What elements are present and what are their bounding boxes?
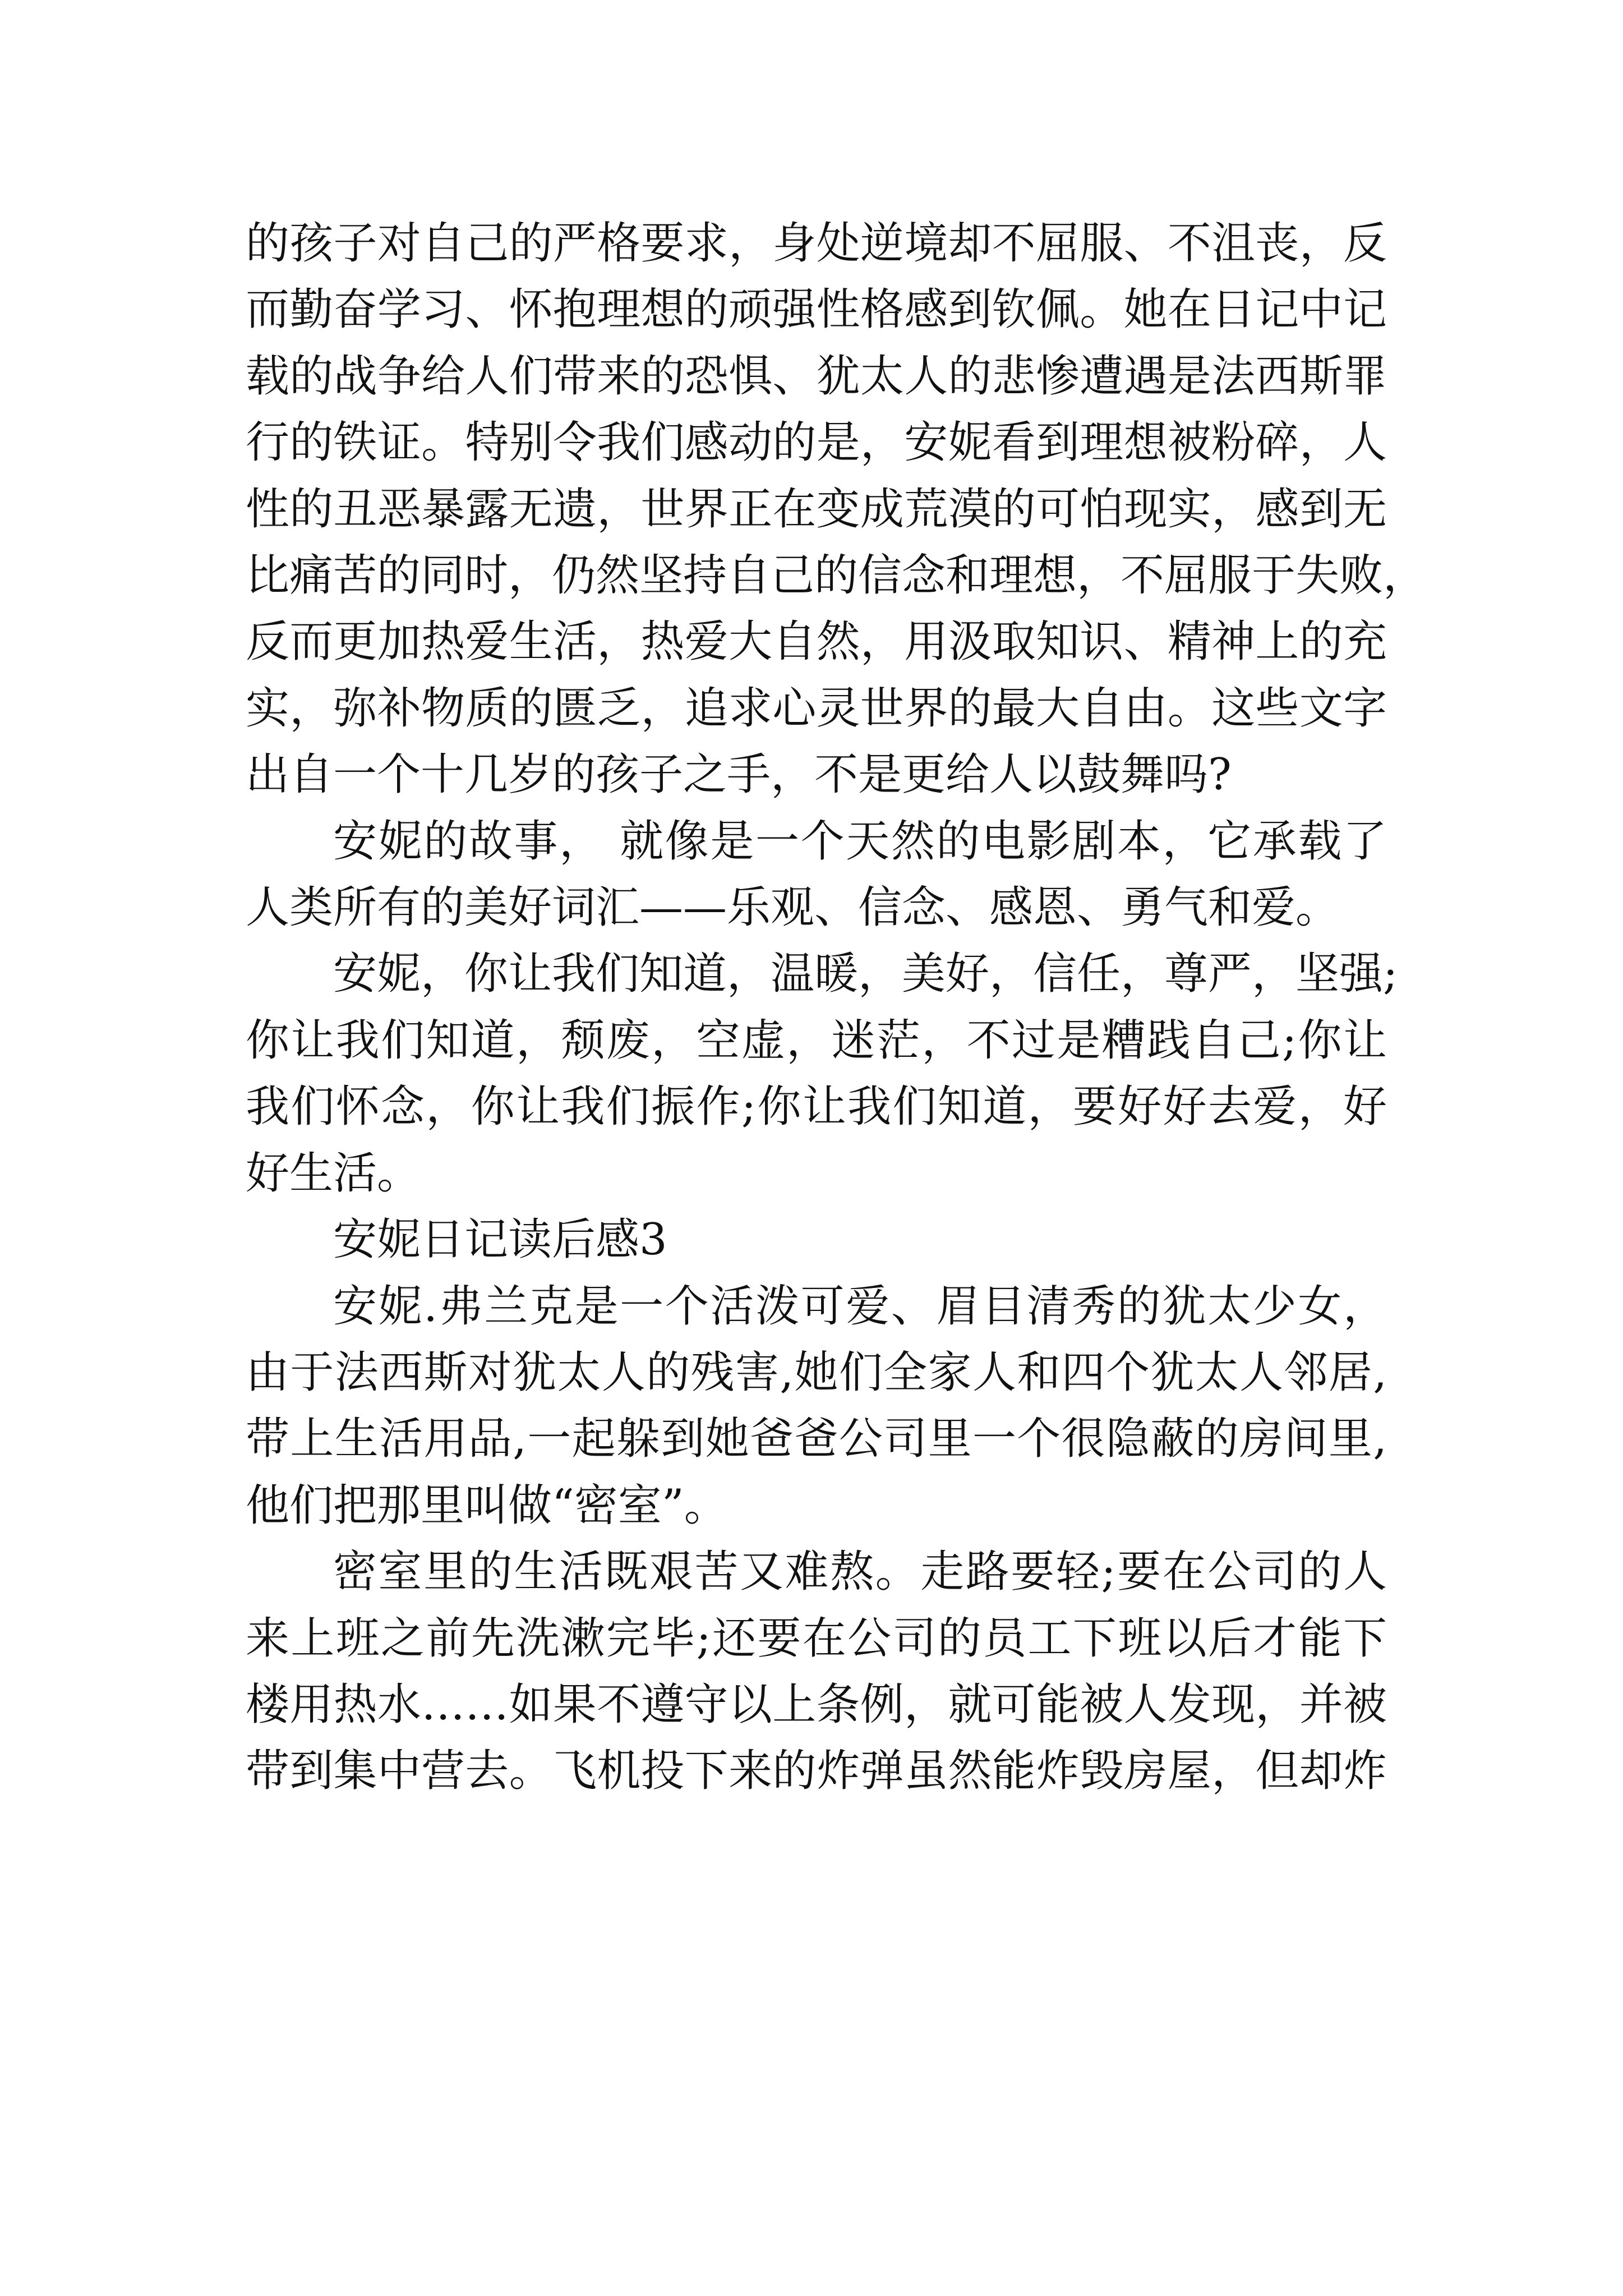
text-line: 性的丑恶暴露无遗，世界正在变成荒漠的可怕现实，感到无 bbox=[246, 484, 1387, 535]
text-line: 他们把那里叫做“密室”。 bbox=[246, 1480, 728, 1531]
paragraph bbox=[246, 1539, 1387, 1805]
text-line: 人类所有的美好词汇——乐观、信念、感恩、勇气和爱。 bbox=[246, 882, 1340, 933]
text-line: 实，弥补物质的匮乏，追求心灵世界的最大自由。这些文字 bbox=[246, 683, 1387, 734]
section-heading bbox=[246, 1207, 1387, 1273]
heading-text: 安妮日记读后感3 bbox=[333, 1214, 667, 1266]
text-line: 安妮的故事， 就像是一个天然的电影剧本，它承载了 bbox=[333, 816, 1387, 867]
text-line: 安妮，你让我们知道，温暖，美好，信任，尊严，坚强; bbox=[333, 949, 1398, 1000]
text-line: 安妮.弗兰克是一个活泼可爱、眉目清秀的犹太少女， bbox=[333, 1281, 1387, 1332]
text-line: 来上班之前先洗漱完毕;还要在公司的员工下班以后才能下 bbox=[246, 1613, 1387, 1664]
text-line: 密室里的生活既艰苦又难熬。走路要轻;要在公司的人 bbox=[333, 1547, 1387, 1598]
text-line: 带到集中营去。飞机投下来的炸弹虽然能炸毁房屋，但却炸 bbox=[246, 1746, 1387, 1797]
text-line: 反而更加热爱生活，热爱大自然，用汲取知识、精神上的充 bbox=[246, 616, 1387, 668]
text-line: 我们怀念，你让我们振作;你让我们知道，要好好去爱，好 bbox=[246, 1082, 1387, 1133]
text-line: 由于法西斯对犹太人的残害,她们全家人和四个犹太人邻居, bbox=[246, 1347, 1387, 1398]
text-line: 你让我们知道，颓废，空虚，迷茫，不过是糟践自己;你让 bbox=[246, 1015, 1387, 1066]
text-line: 而勤奋学习、怀抱理想的顽强性格感到钦佩。她在日记中记 bbox=[246, 284, 1387, 335]
text-line: 好生活。 bbox=[246, 1148, 421, 1199]
text-line: 带上生活用品,一起躲到她爸爸公司里一个很隐蔽的房间里, bbox=[246, 1414, 1387, 1465]
paragraph bbox=[246, 210, 1427, 808]
text-line: 比痛苦的同时，仍然坚持自己的信念和理想，不屈服于失败， bbox=[246, 550, 1427, 601]
document-body bbox=[246, 210, 1427, 1805]
text-line: 楼用热水……如果不遵守以上条例，就可能被人发现，并被 bbox=[246, 1679, 1387, 1730]
text-line: 载的战争给人们带来的恐惧、犹太人的悲惨遭遇是法西斯罪 bbox=[246, 351, 1387, 402]
paragraph bbox=[246, 1273, 1387, 1539]
text-line: 出自一个十几岁的孩子之手，不是更给人以鼓舞吗? bbox=[246, 749, 1232, 800]
paragraph bbox=[246, 808, 1387, 941]
text-line: 行的铁证。特别令我们感动的是，安妮看到理想被粉碎，人 bbox=[246, 417, 1387, 468]
paragraph bbox=[246, 941, 1398, 1207]
text-line: 的孩子对自己的严格要求，身处逆境却不屈服、不沮丧，反 bbox=[246, 218, 1387, 269]
